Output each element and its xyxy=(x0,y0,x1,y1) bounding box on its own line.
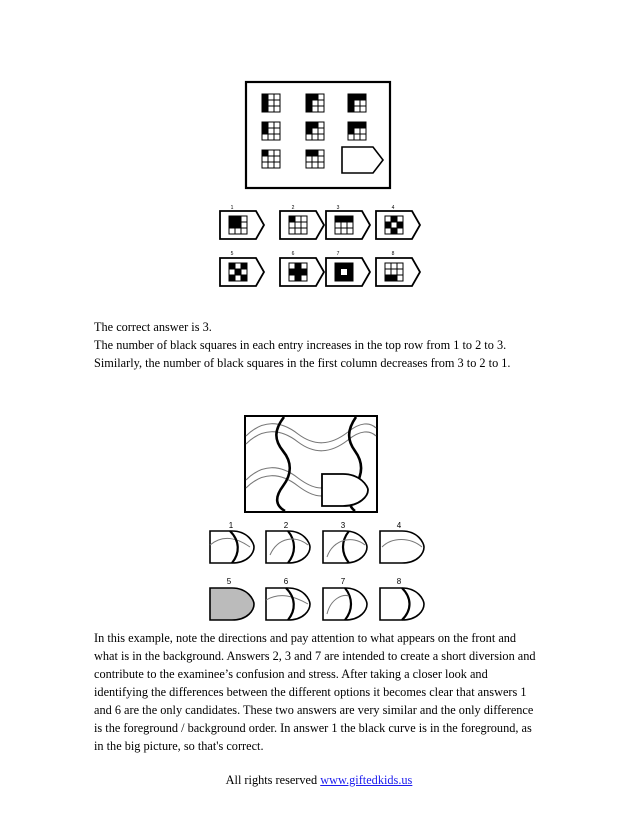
grid-cell xyxy=(274,156,280,162)
grid-cell xyxy=(318,162,324,168)
grid-cell xyxy=(289,263,295,269)
grid-cell xyxy=(341,228,347,234)
grid-cell xyxy=(274,100,280,106)
explanation-paragraph-1 xyxy=(94,318,511,372)
grid-cell xyxy=(360,100,366,106)
grid-cell xyxy=(348,128,354,134)
matrix-entry xyxy=(306,150,324,168)
grid-cell xyxy=(262,106,268,112)
grid-cell xyxy=(318,100,324,106)
matrix-entry xyxy=(348,122,366,140)
grid-cell xyxy=(318,106,324,112)
grid-cell xyxy=(306,156,312,162)
grid-cell xyxy=(391,275,397,281)
answer-option xyxy=(326,211,370,239)
grid-cell xyxy=(397,275,403,281)
grid-cell xyxy=(318,150,324,156)
option-number-6: 6 xyxy=(283,577,289,586)
grid-cell xyxy=(348,122,354,128)
grid-cell xyxy=(348,106,354,112)
option-number-4: 4 xyxy=(396,521,402,530)
grid-cell xyxy=(312,94,318,100)
grid-cell xyxy=(306,150,312,156)
grid-cell xyxy=(348,100,354,106)
text-line: Similarly, the number of black squares in the first column decreases from 3 to 2 to 1. xyxy=(94,356,511,370)
grid-cell xyxy=(301,228,307,234)
grid-cell xyxy=(312,128,318,134)
grid-cell xyxy=(235,269,241,275)
grid-cell xyxy=(341,216,347,222)
matrix-entry xyxy=(262,150,280,168)
option-number-6: 6 xyxy=(291,251,295,257)
grid-cell xyxy=(312,134,318,140)
grid-cell xyxy=(385,228,391,234)
grid-cell xyxy=(391,228,397,234)
curve-option xyxy=(323,588,367,620)
grid-cell xyxy=(354,100,360,106)
grid-cell xyxy=(241,263,247,269)
grid-cell xyxy=(335,216,341,222)
curve-option xyxy=(323,531,367,563)
grid-cell xyxy=(335,222,341,228)
grid-cell xyxy=(289,228,295,234)
answer-option xyxy=(326,258,370,286)
grid-cell xyxy=(268,134,274,140)
curves-puzzle-figure xyxy=(200,410,440,630)
grid-cell xyxy=(312,122,318,128)
option-number-5: 5 xyxy=(230,251,234,257)
grid-cell xyxy=(274,122,280,128)
grid-cell xyxy=(391,222,397,228)
grid-cell xyxy=(312,156,318,162)
grid-cell xyxy=(354,128,360,134)
curve-option xyxy=(380,531,424,563)
option-shape xyxy=(380,531,424,563)
explanation-paragraph-2 xyxy=(94,629,536,755)
grid-cell xyxy=(274,128,280,134)
text-line: The correct answer is 3. xyxy=(94,320,212,334)
grid-cell xyxy=(301,269,307,275)
grid-cell xyxy=(262,150,268,156)
matrix-entry xyxy=(262,122,280,140)
grid-cell xyxy=(306,122,312,128)
grid-cell xyxy=(354,122,360,128)
option-shape xyxy=(210,588,254,620)
grid-cell xyxy=(312,106,318,112)
option-shape xyxy=(266,588,310,620)
grid-cell xyxy=(241,222,247,228)
text-line: what is in the background. Answers 2, 3 and 7 are intended to create a short diversion and xyxy=(94,649,536,663)
grid-cell xyxy=(274,162,280,168)
grid-cell xyxy=(397,228,403,234)
grid-cell xyxy=(347,216,353,222)
grid-cell xyxy=(268,150,274,156)
grid-cell xyxy=(229,228,235,234)
grid-cell xyxy=(312,150,318,156)
option-number-1: 1 xyxy=(230,205,234,211)
matrix-entry xyxy=(306,122,324,140)
grid-cell xyxy=(241,216,247,222)
grid-cell xyxy=(295,216,301,222)
grid-cell xyxy=(229,222,235,228)
grid-cell xyxy=(348,94,354,100)
option-number-7: 7 xyxy=(340,577,346,586)
grid-cell xyxy=(262,94,268,100)
grid-cell xyxy=(229,263,235,269)
grid-cell xyxy=(289,216,295,222)
grid-cell xyxy=(235,222,241,228)
answer-option xyxy=(220,258,264,286)
option-grid xyxy=(289,263,307,281)
empty-answer-slot xyxy=(322,474,368,506)
grid-cell xyxy=(312,162,318,168)
option-white-center xyxy=(341,269,347,275)
option-number-2: 2 xyxy=(291,205,295,211)
grid-cell xyxy=(289,222,295,228)
grid-cell xyxy=(397,222,403,228)
grid-cell xyxy=(306,100,312,106)
grid-cell xyxy=(306,106,312,112)
option-number-7: 7 xyxy=(336,251,340,257)
option-number-1: 1 xyxy=(228,521,234,530)
grid-cell xyxy=(354,106,360,112)
matrix-entry xyxy=(348,94,366,112)
grid-cell xyxy=(268,100,274,106)
grid-cell xyxy=(354,94,360,100)
grid-cell xyxy=(301,216,307,222)
grid-cell xyxy=(268,156,274,162)
grid-cell xyxy=(262,134,268,140)
grid-cell xyxy=(229,275,235,281)
grid-cell xyxy=(354,134,360,140)
grid-cell xyxy=(235,228,241,234)
grid-cell xyxy=(262,100,268,106)
text-line: is the foreground / background order. In answer 1 the black curve is in the foreground, as xyxy=(94,721,532,735)
option-number-3: 3 xyxy=(336,205,340,211)
option-grid xyxy=(229,263,247,281)
grid-cell xyxy=(360,106,366,112)
curve-option xyxy=(266,531,310,563)
option-grid xyxy=(229,216,247,234)
option-number-8: 8 xyxy=(396,577,402,586)
text-line: The number of black squares in each entry increases in the top row from 1 to 2 to 3. xyxy=(94,338,507,352)
grid-cell xyxy=(262,156,268,162)
grid-cell xyxy=(241,228,247,234)
answer-option xyxy=(220,211,264,239)
curve-option xyxy=(210,588,254,620)
text-line: identifying the differences between the different options it becomes clear that answers 1 xyxy=(94,685,527,699)
grid-cell xyxy=(385,216,391,222)
curve-option xyxy=(380,588,424,620)
grid-cell xyxy=(295,269,301,275)
grid-cell xyxy=(295,222,301,228)
matrix-puzzle-figure xyxy=(210,80,430,300)
option-number-5: 5 xyxy=(226,577,232,586)
grid-cell xyxy=(301,222,307,228)
empty-answer-slot xyxy=(342,147,383,173)
matrix-entry xyxy=(306,94,324,112)
option-grid xyxy=(385,216,403,234)
grid-cell xyxy=(262,162,268,168)
grid-cell xyxy=(268,122,274,128)
answer-option xyxy=(280,211,324,239)
text-line: contribute to the examinee’s confusion and stress. After taking a closer look and xyxy=(94,667,488,681)
grid-cell xyxy=(360,122,366,128)
answer-option xyxy=(376,211,420,239)
grid-cell xyxy=(268,106,274,112)
grid-cell xyxy=(306,162,312,168)
answer-option xyxy=(280,258,324,286)
grid-cell xyxy=(385,269,391,275)
grid-cell xyxy=(385,275,391,281)
grid-cell xyxy=(306,94,312,100)
footer xyxy=(0,773,638,788)
grid-cell xyxy=(318,134,324,140)
grid-cell xyxy=(241,269,247,275)
matrix-entry xyxy=(262,94,280,112)
grid-cell xyxy=(318,94,324,100)
grid-cell xyxy=(262,122,268,128)
grid-cell xyxy=(274,94,280,100)
grid-cell xyxy=(348,134,354,140)
grid-cell xyxy=(289,275,295,281)
curve-option xyxy=(266,588,310,620)
option-number-2: 2 xyxy=(283,521,289,530)
grid-cell xyxy=(295,275,301,281)
grid-cell xyxy=(391,269,397,275)
grid-cell xyxy=(397,269,403,275)
grid-cell xyxy=(360,128,366,134)
grid-cell xyxy=(385,263,391,269)
grid-cell xyxy=(295,228,301,234)
grid-cell xyxy=(318,128,324,134)
grid-cell xyxy=(318,156,324,162)
grid-cell xyxy=(312,100,318,106)
option-grid xyxy=(289,216,307,234)
answer-option xyxy=(376,258,420,286)
grid-cell xyxy=(301,275,307,281)
grid-cell xyxy=(262,128,268,134)
grid-cell xyxy=(391,216,397,222)
option-number-4: 4 xyxy=(391,205,395,211)
grid-cell xyxy=(360,94,366,100)
option-number-3: 3 xyxy=(340,521,346,530)
grid-cell xyxy=(318,122,324,128)
footer-link[interactable]: www.giftedkids.us xyxy=(320,773,413,787)
grid-cell xyxy=(397,263,403,269)
grid-cell xyxy=(235,275,241,281)
grid-cell xyxy=(301,263,307,269)
grid-cell xyxy=(397,216,403,222)
grid-cell xyxy=(306,134,312,140)
grid-cell xyxy=(274,134,280,140)
text-line: and 6 are the only candidates. These two answers are very similar and the only difference xyxy=(94,703,534,717)
grid-cell xyxy=(235,216,241,222)
option-shape xyxy=(380,588,424,620)
grid-cell xyxy=(385,222,391,228)
text-line: In this example, note the directions and pay attention to what appears on the front and xyxy=(94,631,517,645)
grid-cell xyxy=(341,222,347,228)
grid-cell xyxy=(391,263,397,269)
text-line: in the big picture, so that's correct. xyxy=(94,739,264,753)
grid-cell xyxy=(241,275,247,281)
grid-cell xyxy=(360,134,366,140)
grid-cell xyxy=(235,263,241,269)
grid-cell xyxy=(347,228,353,234)
option-shape xyxy=(210,531,254,563)
grid-cell xyxy=(268,128,274,134)
grid-cell xyxy=(335,228,341,234)
option-shape xyxy=(266,531,310,563)
grid-cell xyxy=(229,269,235,275)
option-grid xyxy=(335,216,353,234)
option-number-8: 8 xyxy=(391,251,395,257)
footer-copyright-text: All rights reserved xyxy=(225,773,321,787)
grid-cell xyxy=(295,263,301,269)
grid-cell xyxy=(268,94,274,100)
grid-cell xyxy=(268,162,274,168)
grid-cell xyxy=(229,216,235,222)
option-grid xyxy=(385,263,403,281)
grid-cell xyxy=(306,128,312,134)
option-shape xyxy=(323,588,367,620)
grid-cell xyxy=(347,222,353,228)
grid-cell xyxy=(274,106,280,112)
grid-cell xyxy=(289,269,295,275)
grid-cell xyxy=(274,150,280,156)
curve-option xyxy=(210,531,254,563)
